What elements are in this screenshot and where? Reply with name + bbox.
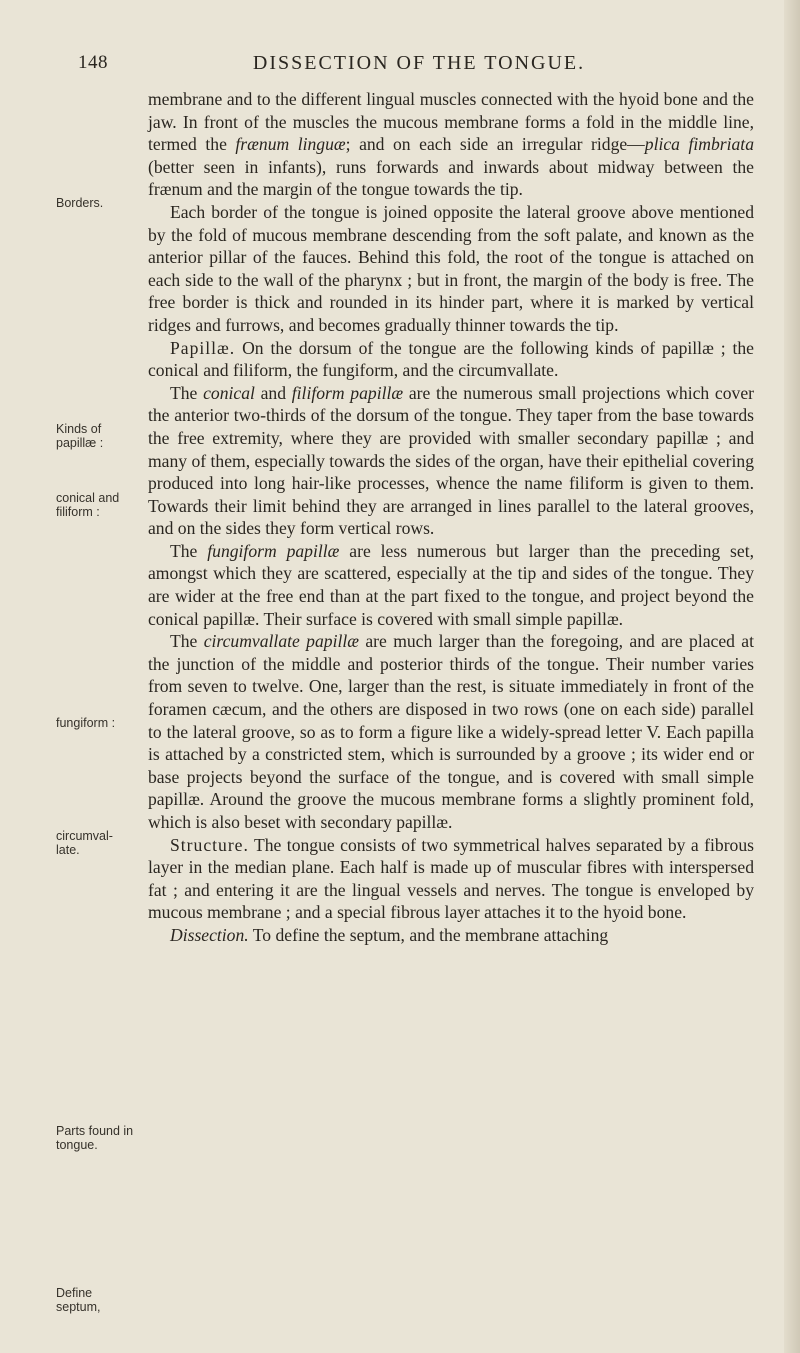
sidenote-circumvallate: circumval-late. bbox=[56, 829, 113, 857]
page-header bbox=[78, 52, 760, 82]
paragraph-circumvallate: The circumvallate papillæ are much larger than the foregoing, and are placed at the junction of the middle and posterior thirds of the tongue. Their number varies from seven to twelve. One, larger than the rest, is situate immediately in front of the foramen cæcum, and the others are disposed in two rows (one on each side) parallel to the lateral groove, so as to form a figure like a widely-spread letter V. Each papilla is attached by a constricted stem, which is surrounded by a groove ; its wider end or base projects beyond the surface of the tongue, and is covered with small simple papillæ. Around the groove the mucous membrane forms a slightly prominent fold, which is also beset with secondary papillæ. bbox=[148, 631, 754, 832]
paragraph-conical-filiform: The conical and filiform papillæ are the numerous small projections which cover the anterior two-thirds of the dorsum of the tongue. They taper from the base towards the free extremity, where they are provided with smaller secondary papillæ ; and many of them, especially towards the sides of the organ, have their epithelial covering produced into long hair-like processes, whence the name filiform is given to them. Towards their limit behind they are arranged in lines parallel to the lateral grooves, and on the sides they form vertical rows. bbox=[148, 382, 754, 539]
paragraph-structure: Structure. The tongue consists of two symmetrical halves separated by a fibrous layer in the median plane. Each half is made up of muscular fibres with interspersed fat ; and entering it are the lingual vessels and nerves. The tongue is enveloped by mucous membrane ; and a special fibrous layer attaches it to the hyoid bone. bbox=[148, 834, 754, 923]
page-edge-shadow bbox=[784, 0, 800, 1353]
sidenote-fungiform: fungiform : bbox=[56, 716, 116, 730]
running-head: DISSECTION OF THE TONGUE. bbox=[252, 52, 586, 74]
paragraph-membrane: membrane and to the different lingual muscles connected with the hyoid bone and the jaw. In front of the muscles the mucous membrane forms a fold in the middle line, termed the frænum linguæ; and on each side an irregular ridge—plica fimbriata (better seen in infants), runs forwards and inwards about midway between the frænum and the margin of the tongue towards the tip. bbox=[148, 89, 754, 200]
sidenote-conical-and-filiform: conical and filiform : bbox=[56, 491, 120, 519]
page-number: 148 bbox=[78, 52, 108, 73]
paragraph-papillae: Papillæ. On the dorsum of the tongue are the following kinds of papillæ ; the conical and filiform, the fungiform, and the circumvallate. bbox=[148, 337, 754, 381]
body-text bbox=[148, 88, 754, 947]
sidenote-define-septum: Define septum, bbox=[56, 1286, 101, 1314]
sidenote-parts-found-in-tongue: Parts found in tongue. bbox=[56, 1124, 134, 1152]
paragraph-fungiform: The fungiform papillæ are less numerous but larger than the preceding set, amongst which they are scattered, especially at the tip and sides of the tongue. They are wider at the free end than at the part fixed to the tongue, and project beyond the conical papillæ. Their surface is covered with small simple papillæ. bbox=[148, 540, 755, 629]
paragraph-dissection: Dissection. To define the septum, and the membrane attaching bbox=[170, 924, 609, 945]
paragraph-borders: Each border of the tongue is joined opposite the lateral groove above mentioned by the fold of mucous membrane descending from the soft palate, and known as the anterior pillar of the fauces. Behind this fold, the root of the tongue is attached on each side to the wall of the pharynx ; but in front, the margin of the body is free. The free border is thick and rounded in its hinder part, where it is marked by vertical ridges and furrows, and becomes gradually thinner towards the tip. bbox=[148, 201, 754, 335]
sidenote-kinds-of-papillae: Kinds of papillæ : bbox=[56, 422, 104, 450]
sidenote-borders: Borders. bbox=[56, 196, 104, 210]
